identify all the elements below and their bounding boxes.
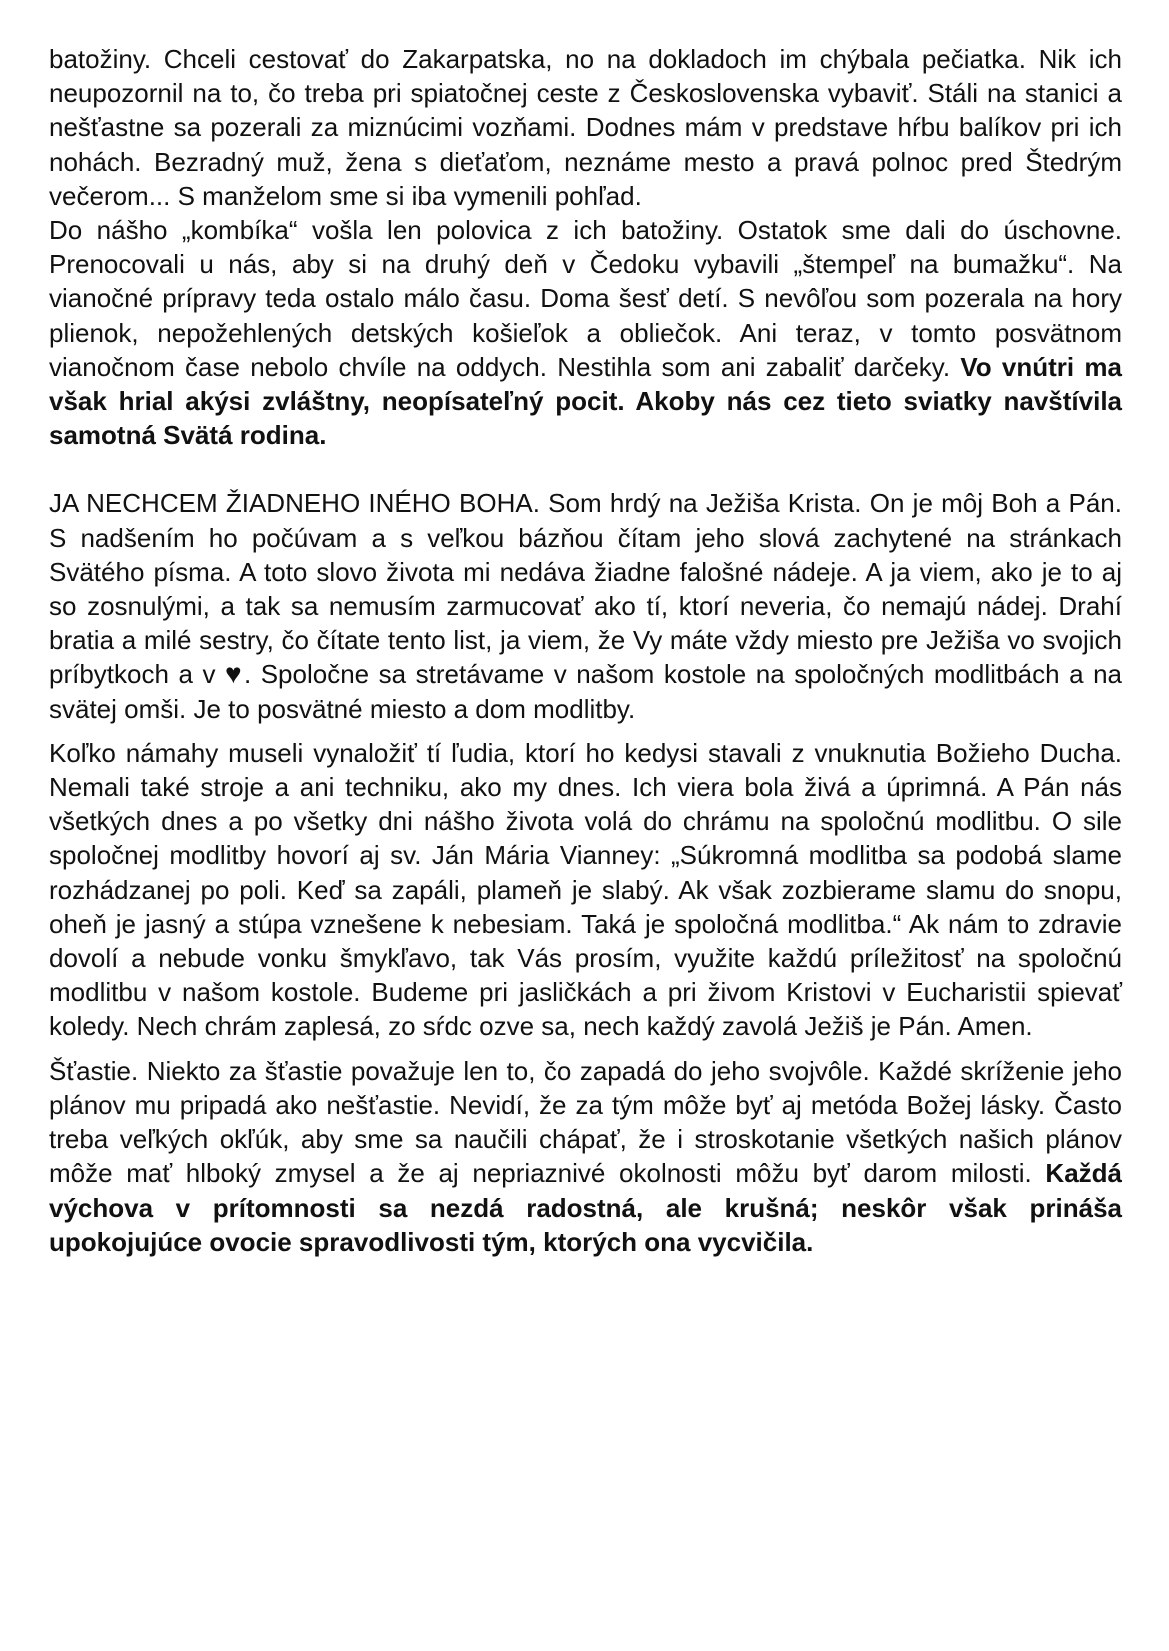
paragraph-bold-text: Každá výchova v prítomnosti sa nezdá radostná, ale krušná; neskôr však prináša upokojujúce ovocie spravodlivosti tým, ktorých ona vycvičila. <box>49 1158 1122 1257</box>
heart-icon: ♥ <box>225 658 244 690</box>
document-page <box>49 42 1122 1259</box>
paragraph-text: Do nášho „kombíka“ vošla len polovica z ich batožiny. Ostatok sme dali do úschovne. Prenocovali u nás, aby si na druhý deň v Čedoku vybavili „štempeľ na bumažku“. Na vianočné prípravy teda ostalo málo času. Doma šesť detí. S nevôľou som pozerala na hory plienok, nepožehlených detských košieľok a obliečok. Ani teraz, v tomto posvätnom vianočnom čase nebolo chvíle na oddych. Nestihla som ani zabaliť darčeky. <box>49 215 1122 382</box>
paragraph-text-after: . Spoločne sa stretávame v našom kostole na spoločných modlitbách a na svätej omši. Je to posvätné miesto a dom modlitby. <box>49 659 1122 724</box>
paragraph-text: Šťastie. Niekto za šťastie považuje len to, čo zapadá do jeho svojvôle. Každé skríženie jeho plánov mu pripadá ako nešťastie. Nevidí, že za tým môže byť aj metóda Božej lásky. Často treba veľkých okľúk, aby sme sa naučili chápať, že i stroskotanie všetkých našich plánov môže mať hlboký zmysel a že aj nepriaznivé okolnosti môžu byť darom milosti. <box>49 1055 1122 1189</box>
paragraph-text: Koľko námahy museli vynaložiť tí ľudia, ktorí ho kedysi stavali z vnuknutia Božieho Ducha. Nemali také stroje a ani techniku, ako my dnes. Ich viera bola živá a úprimná. A Pán nás všetkých dnes a po všetky dni nášho života volá do chrámu na spoločnú modlitbu. O sile spoločnej modlitby hovorí aj sv. Ján Mária Vianney: „Súkromná modlitba sa podobá slame rozhádzanej po poli. Keď sa zapáli, plameň je slabý. Ak však zozbierame slamu do snopu, oheň je jasný a stúpa vznešene k nebesiam. Taká je spoločná modlitba.“ Ak nám to zdravie dovolí a nebude vonku šmykľavo, tak Vás prosím, využite každú príležitosť na spoločnú modlitbu v našom kostole. Budeme pri jasličkách a pri živom Kristovi v Eucharistii spievať koledy. Nech chrám zaplesá, zo sŕdc ozve sa, nech každý zavolá Ježiš je Pán. Amen. <box>49 737 1122 1042</box>
paragraph-text: batožiny. Chceli cestovať do Zakarpatska, no na dokladoch im chýbala pečiatka. Nik ich neupozornil na to, čo treba pri spiatočnej ceste z Československa vybaviť. Stáli na stanici a nešťastne sa pozerali za miznúcimi vozňami. Dodnes mám v predstave hŕbu balíkov pri ich nohách. Bezradný muž, žena s dieťaťom, neznáme mesto a pravá polnoc pred Štedrým večerom... S manželom sme si iba vymenili pohľad. <box>49 44 1122 211</box>
paragraph-stastie <box>49 1054 1122 1259</box>
paragraph-batoziny <box>49 42 1122 213</box>
paragraph-text: JA NECHCEM ŽIADNEHO INÉHO BOHA. Som hrdý na Ježiša Krista. On je môj Boh a Pán. S nadšením ho počúvam a s veľkou bázňou čítam jeho slová zachytené na stránkach Svätého písma. A toto slovo života mi nedáva žiadne falošné nádeje. A ja viem, ako je to aj so zosnulými, a tak sa nemusím zarmucovať ako tí, ktorí neveria, čo nemajú nádej. Drahí bratia a milé sestry, čo čítate tento list, ja viem, že Vy máte vždy miesto pre Ježiša vo svojich príbytkoch a v <box>49 488 1122 690</box>
paragraph-kombik <box>49 213 1122 452</box>
paragraph-ja-nechcem <box>49 486 1122 725</box>
paragraph-bold-text: Vo vnútri ma však hrial akýsi zvláštny, neopísateľný pocit. Akoby nás cez tieto sviatky navštívila samotná Svätá rodina. <box>49 351 1122 451</box>
paragraph-kolko-namahy <box>49 736 1122 1044</box>
